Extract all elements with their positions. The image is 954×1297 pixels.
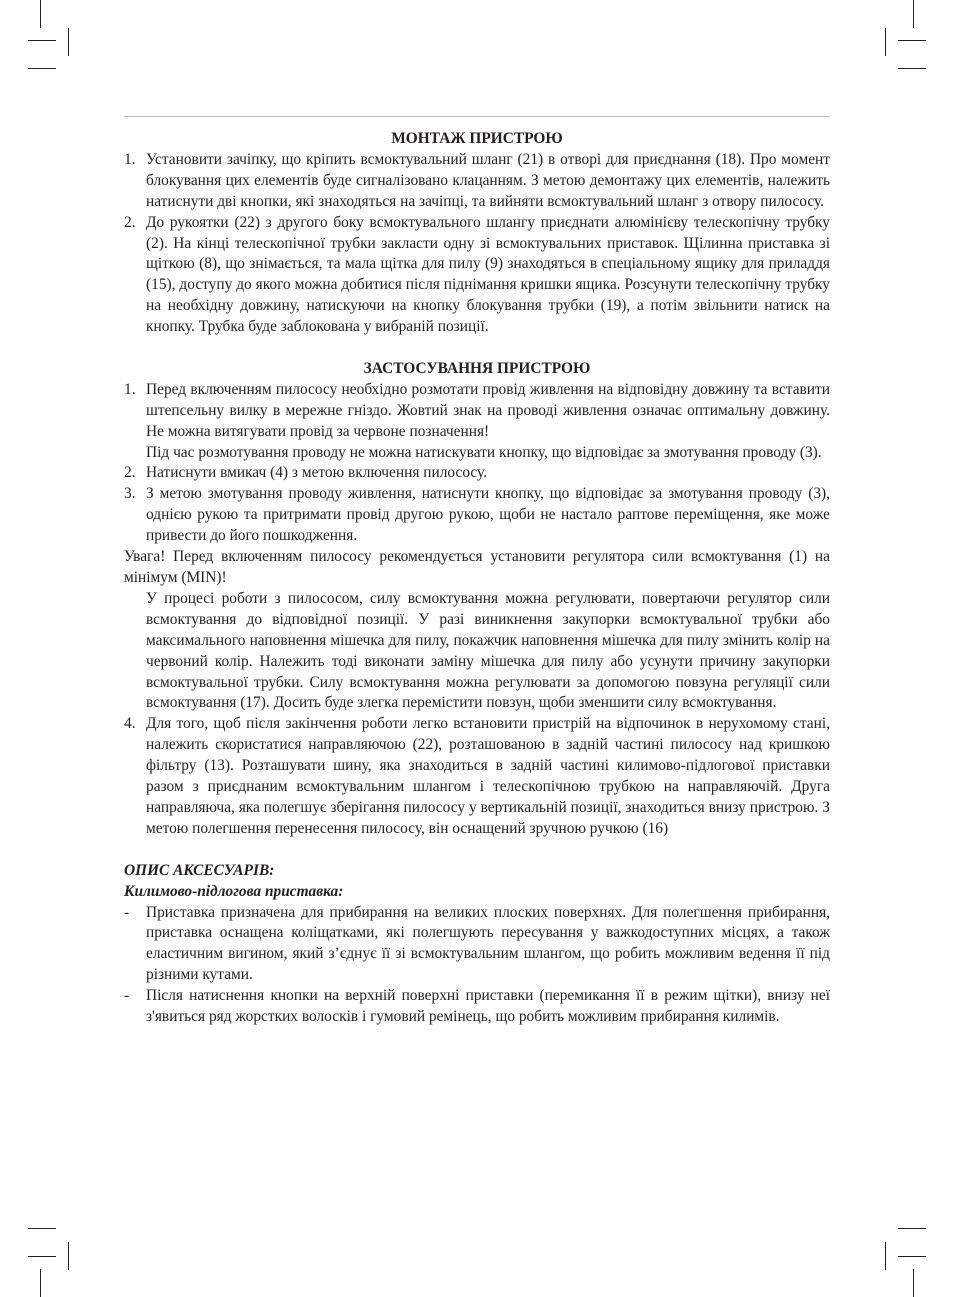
crop-mark [898,1256,926,1257]
list-text: Для того, щоб після закінчення роботи легко встановити пристрій на відпочинок в нерухомому стані, належить скористатися направляючою (22), розташованою в задній частині пилососу над кришкою фільтру (13). Розташувати шину, яка знаходиться в задній частині килимово-підлогової приставки разом з приєднаним всмоктувальним шлангом і телескопічною трубкою на направляючій. Друга направляюча, яка полегшує зберігання пилососу у вертикальній позиції, знаходиться внизу пристрою. З метою полегшення перенесення пилососу, він оснащений зручною ручкою (16) [146,715,830,837]
list-number: 2. [124,213,136,231]
header-rule [124,116,830,117]
section-title-accessories: ОПИС АКСЕСУАРІВ: [124,861,275,879]
crop-mark [885,1242,886,1270]
list-bullet: - [124,987,130,1005]
list-number: 1. [124,380,136,398]
crop-mark [885,28,886,56]
list-number: 2. [124,464,136,482]
crop-mark [40,1269,41,1297]
list-bullet: - [124,903,130,921]
crop-mark [898,68,926,69]
list-number: 3. [124,485,136,503]
crop-mark [913,1269,914,1297]
crop-mark [898,1228,926,1229]
list-text: Перед включенням пилососу необхідно розмотати провід живлення на відповідну довжину та вставити штепсельну вилку в мережне гніздо. Жовтий знак на проводі живлення означає оптимальну довжину. Не можна витягувати провід за червоне позначення! [146,380,830,440]
crop-mark [68,1242,69,1270]
list-text: Після натиснення кнопки на верхній поверхні приставки (перемикання її в режим щітки), внизу неї з'явиться ряд жорстких волосків і гумовий ремінець, що робить можливим прибирання килимів. [146,987,830,1026]
section-title-assembly: МОНТАЖ ПРИСТРОЮ [391,130,563,147]
section-subtitle-floor-nozzle: Килимово-підлогова приставка: [124,882,344,900]
list-item [124,903,830,987]
list-number: 4. [124,715,136,733]
crop-mark [40,0,41,28]
list-text: Натиснути вмикач (4) з метою включення пилососу. [146,464,488,482]
list-item [124,463,830,484]
list-item [124,714,830,839]
list-text: Приставка призначена для прибирання на великих плоских поверхнях. Для полегшення прибирання, приставка оснащена коліщатками, які полегшують пересування у важкодоступних місцях, а також еластичним вигином, який з’єднує її зі всмоктувальним шлангом, що робить можливим ведення її під різними кутами. [146,903,830,984]
list-number: 1. [124,150,136,168]
crop-mark [28,40,56,41]
crop-mark [28,68,56,69]
crop-mark [28,1228,56,1229]
list-item [124,380,830,443]
crop-mark [913,0,914,28]
list-note: Під час розмотування проводу не можна натискувати кнопку, що відповідає за змотування проводу (3). [146,443,822,461]
crop-mark [898,40,926,41]
crop-mark [28,1256,56,1257]
crop-mark [68,28,69,56]
list-text: З метою змотування проводу живлення, натиснути кнопку, що відповідає за змотування проводу (3), однією рукою та притримати провід другою рукою, щоби не настало раптове переміщення, яке може привести до його пошкодження. [146,485,830,545]
page-content [124,129,830,1028]
list-text: До рукоятки (22) з другого боку всмоктувального шлангу приєднати алюмінієву телескопічну трубку (2). На кінці телескопічної трубки закласти одну зі всмоктувальних приставок. Щілинна приставка зі щіткою (8), що знімається, та мала щітка для пилу (9) знаходяться в спеціальному ящику для приладдя (15), доступу до якого можна добитися після піднімання кришки ящика. Розсунути телескопічну трубку на необхідну довжину, натискуючи на кнопку блокування трубки (19), а потім звільнити натиск на кнопку. Трубка буде заблокована у вибраній позиції. [146,213,830,336]
warning-text: Увага! Перед включенням пилососу рекомендується установити регулятора сили всмоктування (1) на мінімум (MIN)! [124,548,830,587]
list-item [124,986,830,1028]
list-item [124,484,830,547]
list-item [124,150,830,213]
section-title-usage: ЗАСТОСУВАННЯ ПРИСТРОЮ [363,359,591,377]
list-text: Установити зачіпку, що кріпить всмоктувальний шланг (21) в отворі для приєднання (18). Про момент блокування цих елементів буде сигналізовано клацанням. З метою демонтажу цих елементів, належить натиснути дві кнопки, які знаходяться на зачіпці, та вийняти всмоктувальний шланг з отвору пилососу. [146,150,830,210]
list-item [124,213,830,338]
warning-detail: У процесі роботи з пилососом, силу всмоктування можна регулювати, повертаючи регулятор сили всмоктування до відповідної позиції. У разі виникнення закупорки всмоктувальної трубки або максимального наповнення мішечка для пилу, покажчик наповнення мішечка для пилу змінить колір на червоний колір. Належить тоді виконати заміну мішечка для пилу або усунути причину закупорки всмоктувальної трубки. Силу всмоктування можна регулювати за допомогою повзуна регуляції сили всмоктування (17). Досить буде злегка перемістити повзун, щоби зменшити силу всмоктування. [146,589,830,712]
